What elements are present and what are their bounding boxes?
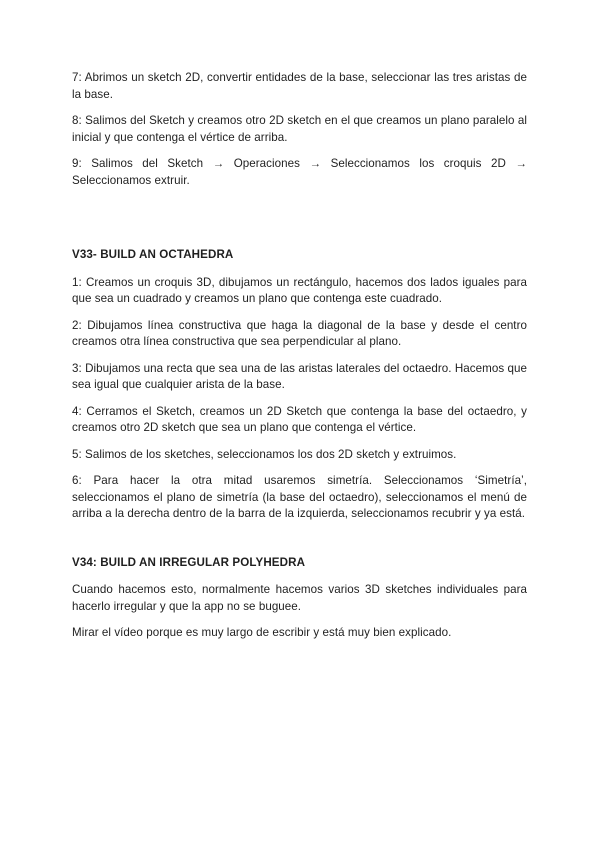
v33-step-1-paragraph: 1: Creamos un croquis 3D, dibujamos un rectángulo, hacemos dos lados iguales para que sea un cuadrado y creamos un plano que contenga este cuadrado. [72, 275, 527, 305]
intro-steps [72, 70, 527, 189]
document-page [72, 70, 527, 652]
v33-step-2-paragraph: 2: Dibujamos línea constructiva que haga la diagonal de la base y desde el centro creamos otra línea constructiva que sea perpendicular al plano. [72, 318, 527, 348]
section-v34 [72, 555, 527, 642]
v33-step-4-paragraph: 4: Cerramos el Sketch, creamos un 2D Sketch que contenga la base del octaedro, y creamos otro 2D sketch que sea un plano que contenga el vértice. [72, 404, 527, 434]
section-heading-v34: V34: BUILD AN IRREGULAR POLYHEDRA [72, 555, 306, 569]
step-9-paragraph: 9: Salimos del Sketch → Operaciones → Seleccionamos los croquis 2D → Seleccionamos extruir. [72, 157, 527, 187]
v34-paragraph-2: Mirar el vídeo porque es muy largo de escribir y está muy bien explicado. [72, 626, 452, 639]
v33-step-5-paragraph: 5: Salimos de los sketches, seleccionamos los dos 2D sketch y extruimos. [72, 447, 457, 461]
v34-paragraph-1: Cuando hacemos esto, normalmente hacemos varios 3D sketches individuales para hacerlo irregular y que la app no se buguee. [72, 583, 527, 613]
step-7-paragraph: 7: Abrimos un sketch 2D, convertir entidades de la base, seleccionar las tres aristas de la base. [72, 71, 527, 101]
section-heading-v33: V33- BUILD AN OCTAHEDRA [72, 248, 234, 261]
spacer [72, 199, 527, 247]
v33-step-6-paragraph: 6: Para hacer la otra mitad usaremos simetría. Seleccionamos ‘Simetría’, seleccionamos el plano de simetría (la base del octaedro), seleccionamos el menú de arriba a la derecha dentro de la barra de la izquierda, seleccionamos recubrir y ya está. [72, 474, 527, 520]
v33-step-3-paragraph: 3: Dibujamos una recta que sea una de las aristas laterales del octaedro. Hacemos que sea igual que cualquier arista de la base. [72, 361, 527, 391]
step-8-paragraph: 8: Salimos del Sketch y creamos otro 2D sketch en el que creamos un plano paralelo al inicial y que contenga el vértice de arriba. [72, 114, 527, 144]
section-v33 [72, 247, 527, 523]
spacer [72, 533, 527, 555]
